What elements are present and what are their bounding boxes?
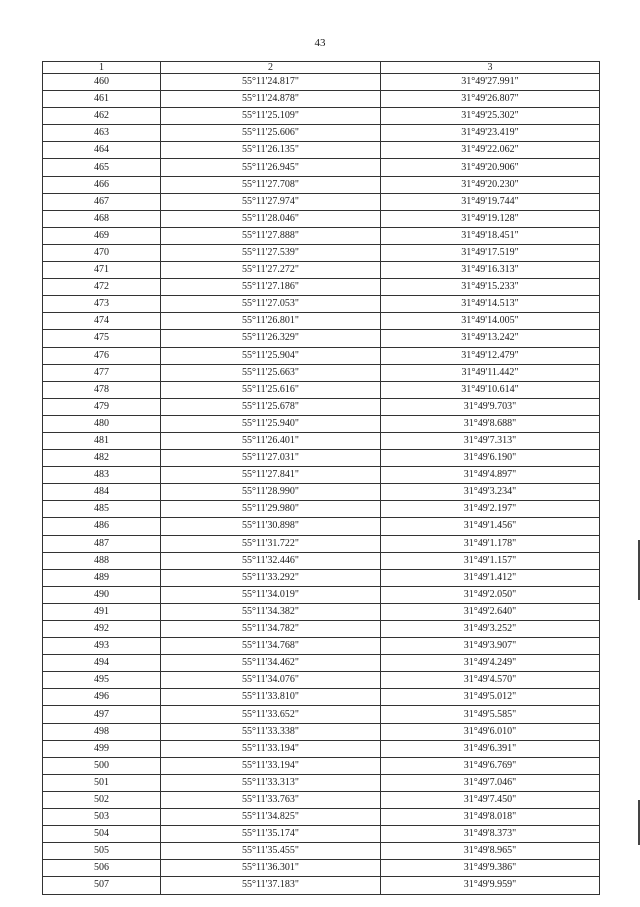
latitude-cell: 55°11'27.539" [161,244,381,261]
point-number-cell: 466 [43,176,161,193]
longitude-cell: 31°49'7.450" [381,791,600,808]
latitude-cell: 55°11'26.401" [161,432,381,449]
point-number-cell: 505 [43,843,161,860]
table-row [43,655,600,672]
table-body [43,74,600,895]
point-number-cell: 461 [43,91,161,108]
table-row [43,552,600,569]
point-number-cell: 473 [43,296,161,313]
longitude-cell: 31°49'16.313" [381,262,600,279]
latitude-cell: 55°11'33.763" [161,791,381,808]
column-header-1: 1 [43,62,161,74]
latitude-cell: 55°11'34.768" [161,638,381,655]
longitude-cell: 31°49'10.614" [381,381,600,398]
table-row [43,843,600,860]
latitude-cell: 55°11'28.990" [161,484,381,501]
table-row [43,603,600,620]
point-number-cell: 494 [43,655,161,672]
point-number-cell: 469 [43,227,161,244]
longitude-cell: 31°49'9.386" [381,860,600,877]
longitude-cell: 31°49'5.585" [381,706,600,723]
latitude-cell: 55°11'27.974" [161,193,381,210]
latitude-cell: 55°11'27.888" [161,227,381,244]
longitude-cell: 31°49'20.906" [381,159,600,176]
longitude-cell: 31°49'3.907" [381,638,600,655]
table-row [43,467,600,484]
point-number-cell: 468 [43,210,161,227]
longitude-cell: 31°49'26.807" [381,91,600,108]
point-number-cell: 484 [43,484,161,501]
latitude-cell: 55°11'27.186" [161,279,381,296]
longitude-cell: 31°49'4.570" [381,672,600,689]
latitude-cell: 55°11'25.606" [161,125,381,142]
latitude-cell: 55°11'36.301" [161,860,381,877]
point-number-cell: 507 [43,877,161,894]
point-number-cell: 504 [43,826,161,843]
table-row [43,244,600,261]
table-row [43,313,600,330]
point-number-cell: 506 [43,860,161,877]
longitude-cell: 31°49'12.479" [381,347,600,364]
longitude-cell: 31°49'1.157" [381,552,600,569]
table-row [43,706,600,723]
longitude-cell: 31°49'19.128" [381,210,600,227]
longitude-cell: 31°49'20.230" [381,176,600,193]
table-row [43,262,600,279]
table-row [43,638,600,655]
latitude-cell: 55°11'26.801" [161,313,381,330]
longitude-cell: 31°49'4.249" [381,655,600,672]
longitude-cell: 31°49'2.050" [381,586,600,603]
latitude-cell: 55°11'35.455" [161,843,381,860]
latitude-cell: 55°11'34.782" [161,621,381,638]
table-row [43,227,600,244]
latitude-cell: 55°11'25.663" [161,364,381,381]
table-row [43,142,600,159]
table-row [43,364,600,381]
longitude-cell: 31°49'7.313" [381,432,600,449]
table-row [43,723,600,740]
point-number-cell: 470 [43,244,161,261]
latitude-cell: 55°11'26.329" [161,330,381,347]
latitude-cell: 55°11'25.109" [161,108,381,125]
latitude-cell: 55°11'30.898" [161,518,381,535]
latitude-cell: 55°11'31.722" [161,535,381,552]
table-row [43,586,600,603]
latitude-cell: 55°11'25.940" [161,415,381,432]
latitude-cell: 55°11'33.194" [161,757,381,774]
latitude-cell: 55°11'27.031" [161,450,381,467]
column-header-3: 3 [381,62,600,74]
table-row [43,432,600,449]
latitude-cell: 55°11'34.019" [161,586,381,603]
point-number-cell: 477 [43,364,161,381]
table-row [43,860,600,877]
longitude-cell: 31°49'14.005" [381,313,600,330]
longitude-cell: 31°49'2.197" [381,501,600,518]
table-row [43,774,600,791]
table-row [43,347,600,364]
table-row [43,535,600,552]
longitude-cell: 31°49'8.688" [381,415,600,432]
table-row [43,398,600,415]
longitude-cell: 31°49'8.373" [381,826,600,843]
table-row [43,689,600,706]
longitude-cell: 31°49'27.991" [381,74,600,91]
point-number-cell: 480 [43,415,161,432]
longitude-cell: 31°49'5.012" [381,689,600,706]
table-row [43,108,600,125]
latitude-cell: 55°11'24.817" [161,74,381,91]
longitude-cell: 31°49'14.513" [381,296,600,313]
point-number-cell: 488 [43,552,161,569]
longitude-cell: 31°49'9.703" [381,398,600,415]
point-number-cell: 465 [43,159,161,176]
latitude-cell: 55°11'34.462" [161,655,381,672]
longitude-cell: 31°49'3.252" [381,621,600,638]
latitude-cell: 55°11'33.292" [161,569,381,586]
latitude-cell: 55°11'33.338" [161,723,381,740]
longitude-cell: 31°49'1.456" [381,518,600,535]
table-row [43,757,600,774]
point-number-cell: 482 [43,450,161,467]
latitude-cell: 55°11'34.076" [161,672,381,689]
latitude-cell: 55°11'25.904" [161,347,381,364]
table-row [43,74,600,91]
table-row [43,672,600,689]
table-row [43,125,600,142]
longitude-cell: 31°49'15.233" [381,279,600,296]
latitude-cell: 55°11'34.825" [161,809,381,826]
table-row [43,826,600,843]
latitude-cell: 55°11'37.183" [161,877,381,894]
point-number-cell: 499 [43,740,161,757]
longitude-cell: 31°49'3.234" [381,484,600,501]
latitude-cell: 55°11'27.708" [161,176,381,193]
table-header [43,62,600,74]
latitude-cell: 55°11'26.135" [161,142,381,159]
longitude-cell: 31°49'4.897" [381,467,600,484]
point-number-cell: 478 [43,381,161,398]
latitude-cell: 55°11'33.810" [161,689,381,706]
point-number-cell: 489 [43,569,161,586]
table-row [43,740,600,757]
point-number-cell: 475 [43,330,161,347]
point-number-cell: 493 [43,638,161,655]
table-row [43,330,600,347]
longitude-cell: 31°49'8.018" [381,809,600,826]
point-number-cell: 479 [43,398,161,415]
point-number-cell: 491 [43,603,161,620]
point-number-cell: 476 [43,347,161,364]
table-row [43,159,600,176]
latitude-cell: 55°11'34.382" [161,603,381,620]
latitude-cell: 55°11'27.272" [161,262,381,279]
point-number-cell: 467 [43,193,161,210]
table-row [43,381,600,398]
point-number-cell: 487 [43,535,161,552]
point-number-cell: 463 [43,125,161,142]
table-row [43,569,600,586]
latitude-cell: 55°11'27.841" [161,467,381,484]
point-number-cell: 462 [43,108,161,125]
latitude-cell: 55°11'27.053" [161,296,381,313]
header-row [43,62,600,74]
point-number-cell: 503 [43,809,161,826]
table-row [43,484,600,501]
table-row [43,791,600,808]
point-number-cell: 501 [43,774,161,791]
point-number-cell: 483 [43,467,161,484]
table-row [43,501,600,518]
longitude-cell: 31°49'18.451" [381,227,600,244]
page-number: 43 [314,37,326,49]
longitude-cell: 31°49'13.242" [381,330,600,347]
longitude-cell: 31°49'2.640" [381,603,600,620]
longitude-cell: 31°49'9.959" [381,877,600,894]
table-row [43,279,600,296]
coordinates-table [42,61,600,895]
point-number-cell: 500 [43,757,161,774]
latitude-cell: 55°11'26.945" [161,159,381,176]
point-number-cell: 481 [43,432,161,449]
latitude-cell: 55°11'33.194" [161,740,381,757]
table-row [43,210,600,227]
longitude-cell: 31°49'25.302" [381,108,600,125]
longitude-cell: 31°49'11.442" [381,364,600,381]
point-number-cell: 486 [43,518,161,535]
longitude-cell: 31°49'22.062" [381,142,600,159]
point-number-cell: 485 [43,501,161,518]
longitude-cell: 31°49'8.965" [381,843,600,860]
longitude-cell: 31°49'19.744" [381,193,600,210]
longitude-cell: 31°49'7.046" [381,774,600,791]
longitude-cell: 31°49'1.412" [381,569,600,586]
latitude-cell: 55°11'33.652" [161,706,381,723]
longitude-cell: 31°49'6.769" [381,757,600,774]
latitude-cell: 55°11'29.980" [161,501,381,518]
latitude-cell: 55°11'25.616" [161,381,381,398]
longitude-cell: 31°49'6.010" [381,723,600,740]
point-number-cell: 496 [43,689,161,706]
latitude-cell: 55°11'24.878" [161,91,381,108]
table-row [43,91,600,108]
table-row [43,621,600,638]
latitude-cell: 55°11'35.174" [161,826,381,843]
point-number-cell: 498 [43,723,161,740]
longitude-cell: 31°49'6.190" [381,450,600,467]
point-number-cell: 502 [43,791,161,808]
point-number-cell: 497 [43,706,161,723]
longitude-cell: 31°49'17.519" [381,244,600,261]
longitude-cell: 31°49'6.391" [381,740,600,757]
table-row [43,176,600,193]
longitude-cell: 31°49'1.178" [381,535,600,552]
point-number-cell: 460 [43,74,161,91]
column-header-2: 2 [161,62,381,74]
table-row [43,450,600,467]
latitude-cell: 55°11'33.313" [161,774,381,791]
point-number-cell: 490 [43,586,161,603]
point-number-cell: 471 [43,262,161,279]
point-number-cell: 464 [43,142,161,159]
latitude-cell: 55°11'32.446" [161,552,381,569]
point-number-cell: 492 [43,621,161,638]
latitude-cell: 55°11'25.678" [161,398,381,415]
longitude-cell: 31°49'23.419" [381,125,600,142]
table-row [43,296,600,313]
table-row [43,193,600,210]
point-number-cell: 495 [43,672,161,689]
point-number-cell: 474 [43,313,161,330]
table-row [43,809,600,826]
table-row [43,877,600,894]
point-number-cell: 472 [43,279,161,296]
table-row [43,415,600,432]
latitude-cell: 55°11'28.046" [161,210,381,227]
table-row [43,518,600,535]
